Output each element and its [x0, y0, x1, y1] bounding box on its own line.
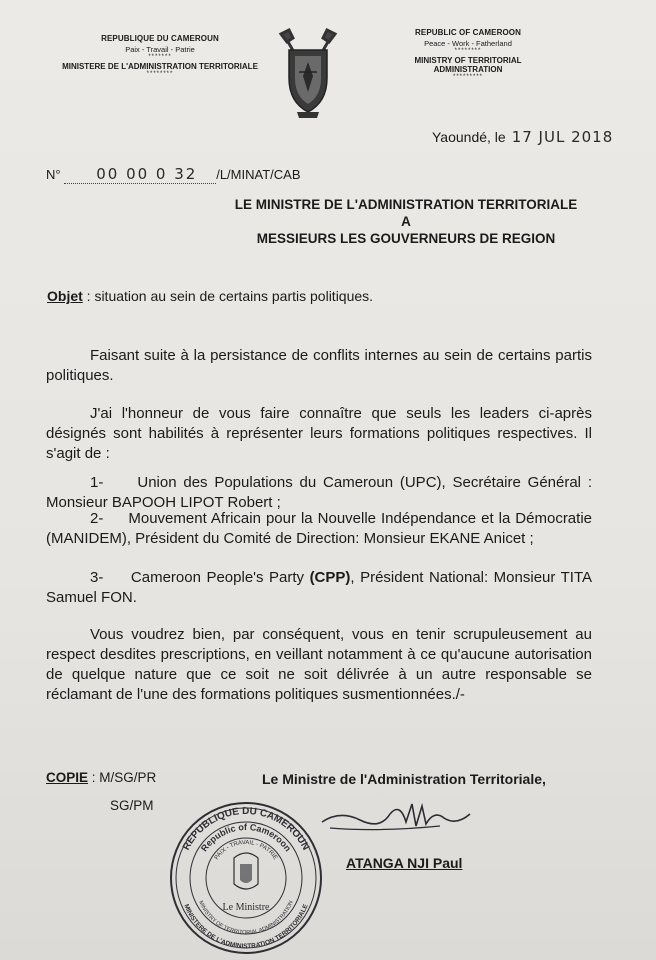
addressee-a: A: [401, 214, 411, 229]
list-item-party-acronym: (CPP): [309, 569, 351, 586]
coat-of-arms-emblem: [273, 28, 343, 120]
stamp-inner-top-text: Republic of Cameroon: [198, 821, 294, 854]
addressee-from: LE MINISTRE DE L'ADMINISTRATION TERRITORIALE: [234, 197, 578, 212]
header-left-country: REPUBLIQUE DU CAMEROUN: [101, 34, 219, 43]
header-left-stars-2: ********: [146, 71, 174, 77]
list-item-number: 3-: [90, 569, 104, 586]
stamp-outer-top-text: REPUBLIQUE DU CAMEROUN: [180, 805, 312, 853]
reference-number: [46, 165, 301, 184]
object-line: [47, 288, 373, 304]
paragraph-3-text: Vous voudrez bien, par conséquent, vous en tenir scrupuleusement au respect desdites prescriptions, en veillant notamment à ce qu'aucune autorisation de quelque nature que ce soit ne soit délivrée à un autre responsable se réclamant de l'une des formations politiques susmentionnées./-: [46, 626, 592, 703]
paragraph-3: [46, 625, 592, 705]
list-item-text: Union des Populations du Cameroun (UPC), Secrétaire Général : Monsieur BAPOOH LIPOT Robert ;: [46, 474, 592, 511]
list-item-text-after: , Président National: Monsieur TITA Samuel FON.: [46, 569, 592, 606]
reference-suffix: /L/MINAT/CAB: [216, 167, 301, 182]
header-right-stars-2: *********: [452, 74, 483, 80]
handwritten-signature: [320, 792, 490, 842]
paragraph-1-text: Faisant suite à la persistance de conflits internes au sein de certains partis politiques.: [46, 347, 592, 384]
stamp-motto-text: PAIX - TRAVAIL - PATRIE: [213, 839, 279, 862]
list-item: [46, 568, 592, 608]
list-item: [46, 509, 592, 549]
official-seal-stamp: [168, 800, 324, 956]
paragraph-1: [46, 346, 592, 386]
svg-text:PAIX - TRAVAIL - PATRIE: [214, 840, 278, 861]
stamp-inner-bottom-text: MINISTRY OF TERRITORIAL ADMINISTRATION: [197, 900, 295, 937]
header-right-stars: ********: [454, 48, 482, 54]
list-item-text: Mouvement Africain pour la Nouvelle Indépendance et la Démocratie (MANIDEM), Président du Comité de Direction: Monsieur EKANE Anicet ;: [46, 510, 592, 547]
list-item: [46, 473, 592, 513]
list-item-number: 2-: [90, 510, 104, 527]
reference-prefix: N°: [46, 167, 61, 182]
header-left-motto: Paix - Travail - Patrie: [125, 45, 195, 54]
copies-label: COPIE: [46, 770, 89, 785]
object-text: : situation au sein de certains partis politiques.: [82, 288, 374, 304]
header-right: [383, 28, 553, 80]
object-label: Objet: [47, 288, 83, 304]
header-right-ministry: MINISTRY OF TERRITORIAL ADMINISTRATION: [414, 56, 522, 74]
paragraph-2-text: J'ai l'honneur de vous faire connaître que seuls les leaders ci-après désignés sont habilités à représenter leurs formations politiques respectives. Il s'agit de :: [46, 405, 592, 462]
header-left: [60, 34, 260, 77]
list-item-number: 1-: [90, 474, 104, 491]
date-place: Yaoundé, le: [432, 129, 506, 145]
signatory-name: ATANGA NJI Paul: [346, 855, 463, 871]
copies-recipient-2: SG/PM: [110, 798, 154, 813]
copies-recipient-1: : M/SG/PR: [88, 770, 157, 785]
header-right-country: REPUBLIC OF CAMEROON: [415, 28, 521, 37]
stamp-center-text: Le Ministre: [222, 902, 270, 913]
paragraph-2: [46, 404, 592, 464]
header-right-motto: Peace - Work - Fatherland: [424, 39, 512, 48]
stamp-outer-bottom-text: MINISTERE DE L'ADMINISTRATION TERRITORIALE: [182, 903, 310, 951]
addressee-to: MESSIEURS LES GOUVERNEURS DE REGION: [256, 231, 556, 246]
header-left-ministry: MINISTERE DE L'ADMINISTRATION TERRITORIALE: [62, 62, 258, 71]
reference-handwritten-number: 00 00 0 32: [64, 165, 216, 184]
date-line: [432, 128, 613, 146]
list-item-text-before: Cameroon People's Party: [130, 569, 310, 586]
header-left-stars: *******: [148, 54, 172, 60]
date-stamp: 17 JUL 2018: [511, 128, 614, 146]
signatory-title: Le Ministre de l'Administration Territoriale,: [262, 771, 546, 787]
copies-line: [46, 770, 156, 785]
